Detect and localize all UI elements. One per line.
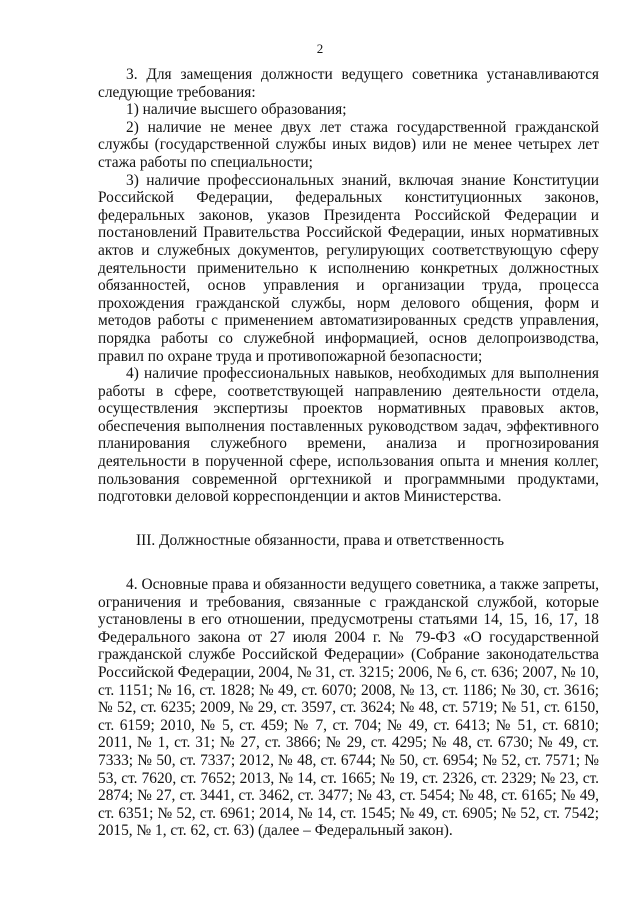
section-heading: III. Должностные обязанности, права и ответственность (135, 532, 505, 549)
requirement-item-1: 1) наличие высшего образования; (126, 101, 347, 119)
page-number: 2 (316, 41, 324, 56)
duties-section (98, 576, 599, 840)
requirement-item-4: 4) наличие профессиональных навыков, необходимых для выполнения работы в сфере, соответствующей направлению деятельности отдела, осуществления экспертизы проектов нормативных правовых актов, обеспечения выполнения поставленных руководством задач, эффективного планирования служебного времени, анализа и прогнозирования деятельности в порученной сфере, использования опыта и мнения коллег, пользования современной оргтехникой и программными продуктами, подготовки деловой корреспонденции и актов Министерства. (98, 365, 599, 506)
requirement-item-3: 3) наличие профессиональных знаний, включая знание Конституции Российской Федерации, федеральных конституционных законов, федеральных законов, указов Президента Российской Федерации и постановлений Правительства Российской Федерации, иных нормативных актов и служебных документов, регулирующих соответствующую сферу деятельности применительно к исполнению конкретных должностных обязанностей, основ управления и организации труда, процесса прохождения гражданской службы, норм делового общения, форм и методов работы с применением автоматизированных средств управления, порядка работы со служебной информацией, основ делопроизводства, правил по охране труда и противопожарной безопасности; (98, 171, 599, 365)
requirements-section (98, 66, 599, 506)
requirement-item-2: 2) наличие не менее двух лет стажа государственной гражданской службы (государственной службы иных видов) или не менее четырех лет стажа работы по специальности; (98, 118, 599, 171)
requirements-intro: 3. Для замещения должности ведущего советника устанавливаются следующие требования: (98, 66, 599, 101)
duties-paragraph: 4. Основные права и обязанности ведущего советника, а также запреты, ограничения и требования, связанные с гражданской службой, которые установлены в его отношении, предусмотрены статьями 14, 15, 16, 17, 18 Федерального закона от 27 июля 2004 г. № 79-ФЗ «О государственной гражданской службе Российской Федерации» (Собрание законодательства Российской Федерации, 2004, № 31, ст. 3215; 2006, № 6, ст. 636; 2007, № 10, ст. 1151; № 16, ст. 1828; № 49, ст. 6070; 2008, № 13, ст. 1186; № 30, ст. 3616; № 52, ст. 6235; 2009, № 29, ст. 3597, ст. 3624; № 48, ст. 5719; № 51, ст. 6150, ст. 6159; 2010, № 5, ст. 459; № 7, ст. 704; № 49, ст. 6413; № 51, ст. 6810; 2011, № 1, ст. 31; № 27, ст. 3866; № 29, ст. 4295; № 48, ст. 6730; № 49, ст. 7333; № 50, ст. 7337; 2012, № 48, ст. 6744; № 50, ст. 6954; № 52, ст. 7571; № 53, ст. 7620, ст. 7652; 2013, № 14, ст. 1665; № 19, ст. 2326, ст. 2329; № 23, ст. 2874; № 27, ст. 3441, ст. 3462, ст. 3477; № 43, ст. 5454; № 48, ст. 6165; № 49, ст. 6351; № 52, ст. 6961; 2014, № 14, ст. 1545; № 49, ст. 6905; № 52, ст. 7542; 2015, № 1, ст. 62, ст. 63) (далее – Федеральный закон). (98, 576, 599, 840)
